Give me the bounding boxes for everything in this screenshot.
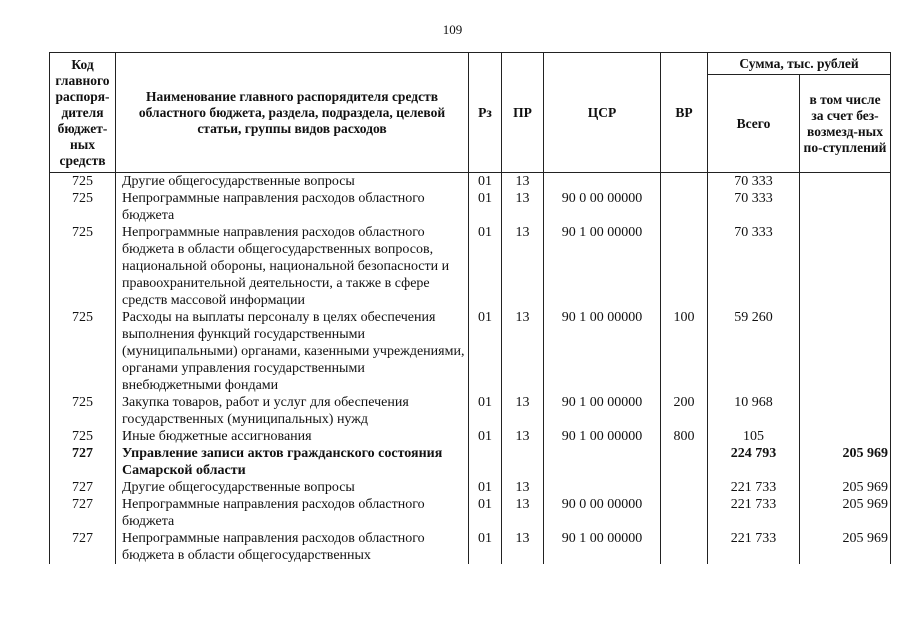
row-incl xyxy=(800,173,891,191)
row-total: 70 333 xyxy=(708,190,800,224)
row-vr xyxy=(661,190,708,224)
header-sum: Сумма, тыс. рублей xyxy=(708,53,891,75)
row-code: 725 xyxy=(50,309,116,394)
table-row xyxy=(50,173,891,191)
row-total: 105 xyxy=(708,428,800,445)
header-name: Наименование главного распорядителя средств областного бюджета, раздела, подраздела, целевой статьи, группы видов расходов xyxy=(116,53,469,173)
row-pr: 13 xyxy=(502,190,544,224)
table-row xyxy=(50,309,891,394)
row-name: Расходы на выплаты персоналу в целях обеспечения выполнения функций государственными (муниципальными) органами, казенными учреждениями, органами управления государственными внебюджетными фондами xyxy=(116,309,469,394)
row-csr: 90 0 00 00000 xyxy=(544,496,661,530)
row-rz: 01 xyxy=(469,530,502,564)
table-row xyxy=(50,530,891,564)
table-row xyxy=(50,445,891,479)
header-rz: Рз xyxy=(469,53,502,173)
row-code: 727 xyxy=(50,496,116,530)
row-name: Закупка товаров, работ и услуг для обеспечения государственных (муниципальных) нужд xyxy=(116,394,469,428)
row-rz: 01 xyxy=(469,173,502,191)
header-csr: ЦСР xyxy=(544,53,661,173)
row-csr: 90 1 00 00000 xyxy=(544,309,661,394)
row-vr xyxy=(661,445,708,479)
row-csr: 90 1 00 00000 xyxy=(544,394,661,428)
header-code: Код главного распоря-дителя бюджет-ных средств xyxy=(50,53,116,173)
row-rz: 01 xyxy=(469,309,502,394)
row-pr: 13 xyxy=(502,530,544,564)
table-row xyxy=(50,190,891,224)
row-incl: 205 969 xyxy=(800,496,891,530)
row-incl: 205 969 xyxy=(800,530,891,564)
budget-table xyxy=(49,52,890,564)
row-csr: 90 1 00 00000 xyxy=(544,428,661,445)
header-incl: в том числе за счет без-возмезд-ных по-ступлений xyxy=(800,75,891,173)
row-csr xyxy=(544,445,661,479)
row-name: Непрограммные направления расходов областного бюджета xyxy=(116,190,469,224)
row-rz: 01 xyxy=(469,479,502,496)
row-vr xyxy=(661,173,708,191)
row-rz: 01 xyxy=(469,496,502,530)
header-total: Всего xyxy=(708,75,800,173)
row-incl xyxy=(800,394,891,428)
row-name: Иные бюджетные ассигнования xyxy=(116,428,469,445)
header-vr: ВР xyxy=(661,53,708,173)
row-vr xyxy=(661,496,708,530)
row-csr xyxy=(544,173,661,191)
row-vr xyxy=(661,224,708,309)
row-vr: 200 xyxy=(661,394,708,428)
row-code: 725 xyxy=(50,428,116,445)
row-vr xyxy=(661,479,708,496)
row-rz: 01 xyxy=(469,224,502,309)
row-total: 224 793 xyxy=(708,445,800,479)
row-incl xyxy=(800,224,891,309)
row-vr xyxy=(661,530,708,564)
row-name: Управление записи актов гражданского состояния Самарской области xyxy=(116,445,469,479)
row-total: 70 333 xyxy=(708,224,800,309)
table-row xyxy=(50,496,891,530)
row-vr: 100 xyxy=(661,309,708,394)
row-rz: 01 xyxy=(469,394,502,428)
row-code: 727 xyxy=(50,479,116,496)
row-csr: 90 1 00 00000 xyxy=(544,224,661,309)
row-pr xyxy=(502,445,544,479)
row-incl: 205 969 xyxy=(800,479,891,496)
row-csr: 90 1 00 00000 xyxy=(544,530,661,564)
table-row xyxy=(50,428,891,445)
row-total: 221 733 xyxy=(708,496,800,530)
row-code: 725 xyxy=(50,190,116,224)
row-code: 727 xyxy=(50,445,116,479)
row-total: 221 733 xyxy=(708,479,800,496)
row-code: 725 xyxy=(50,224,116,309)
row-name: Другие общегосударственные вопросы xyxy=(116,479,469,496)
row-pr: 13 xyxy=(502,309,544,394)
row-incl xyxy=(800,190,891,224)
table-header xyxy=(50,53,891,173)
row-code: 727 xyxy=(50,530,116,564)
row-incl xyxy=(800,309,891,394)
row-code: 725 xyxy=(50,173,116,191)
row-code: 725 xyxy=(50,394,116,428)
row-pr: 13 xyxy=(502,496,544,530)
table-row xyxy=(50,479,891,496)
row-name: Непрограммные направления расходов областного бюджета в области общегосударственных вопросов, национальной обороны, национальной безопасности и правоохранительной деятельности, а также в сфере средств массовой информации xyxy=(116,224,469,309)
header-pr: ПР xyxy=(502,53,544,173)
row-incl xyxy=(800,428,891,445)
row-rz xyxy=(469,445,502,479)
row-incl: 205 969 xyxy=(800,445,891,479)
row-total: 59 260 xyxy=(708,309,800,394)
row-name: Непрограммные направления расходов областного бюджета в области общегосударственных xyxy=(116,530,469,564)
row-pr: 13 xyxy=(502,479,544,496)
row-total: 10 968 xyxy=(708,394,800,428)
row-rz: 01 xyxy=(469,190,502,224)
row-pr: 13 xyxy=(502,173,544,191)
table-body xyxy=(50,173,891,565)
row-csr xyxy=(544,479,661,496)
row-pr: 13 xyxy=(502,428,544,445)
page-number: 109 xyxy=(442,22,463,37)
table-row xyxy=(50,394,891,428)
row-pr: 13 xyxy=(502,224,544,309)
row-vr: 800 xyxy=(661,428,708,445)
row-name: Другие общегосударственные вопросы xyxy=(116,173,469,191)
row-total: 70 333 xyxy=(708,173,800,191)
row-pr: 13 xyxy=(502,394,544,428)
table-row xyxy=(50,224,891,309)
row-name: Непрограммные направления расходов областного бюджета xyxy=(116,496,469,530)
row-total: 221 733 xyxy=(708,530,800,564)
row-csr: 90 0 00 00000 xyxy=(544,190,661,224)
row-rz: 01 xyxy=(469,428,502,445)
